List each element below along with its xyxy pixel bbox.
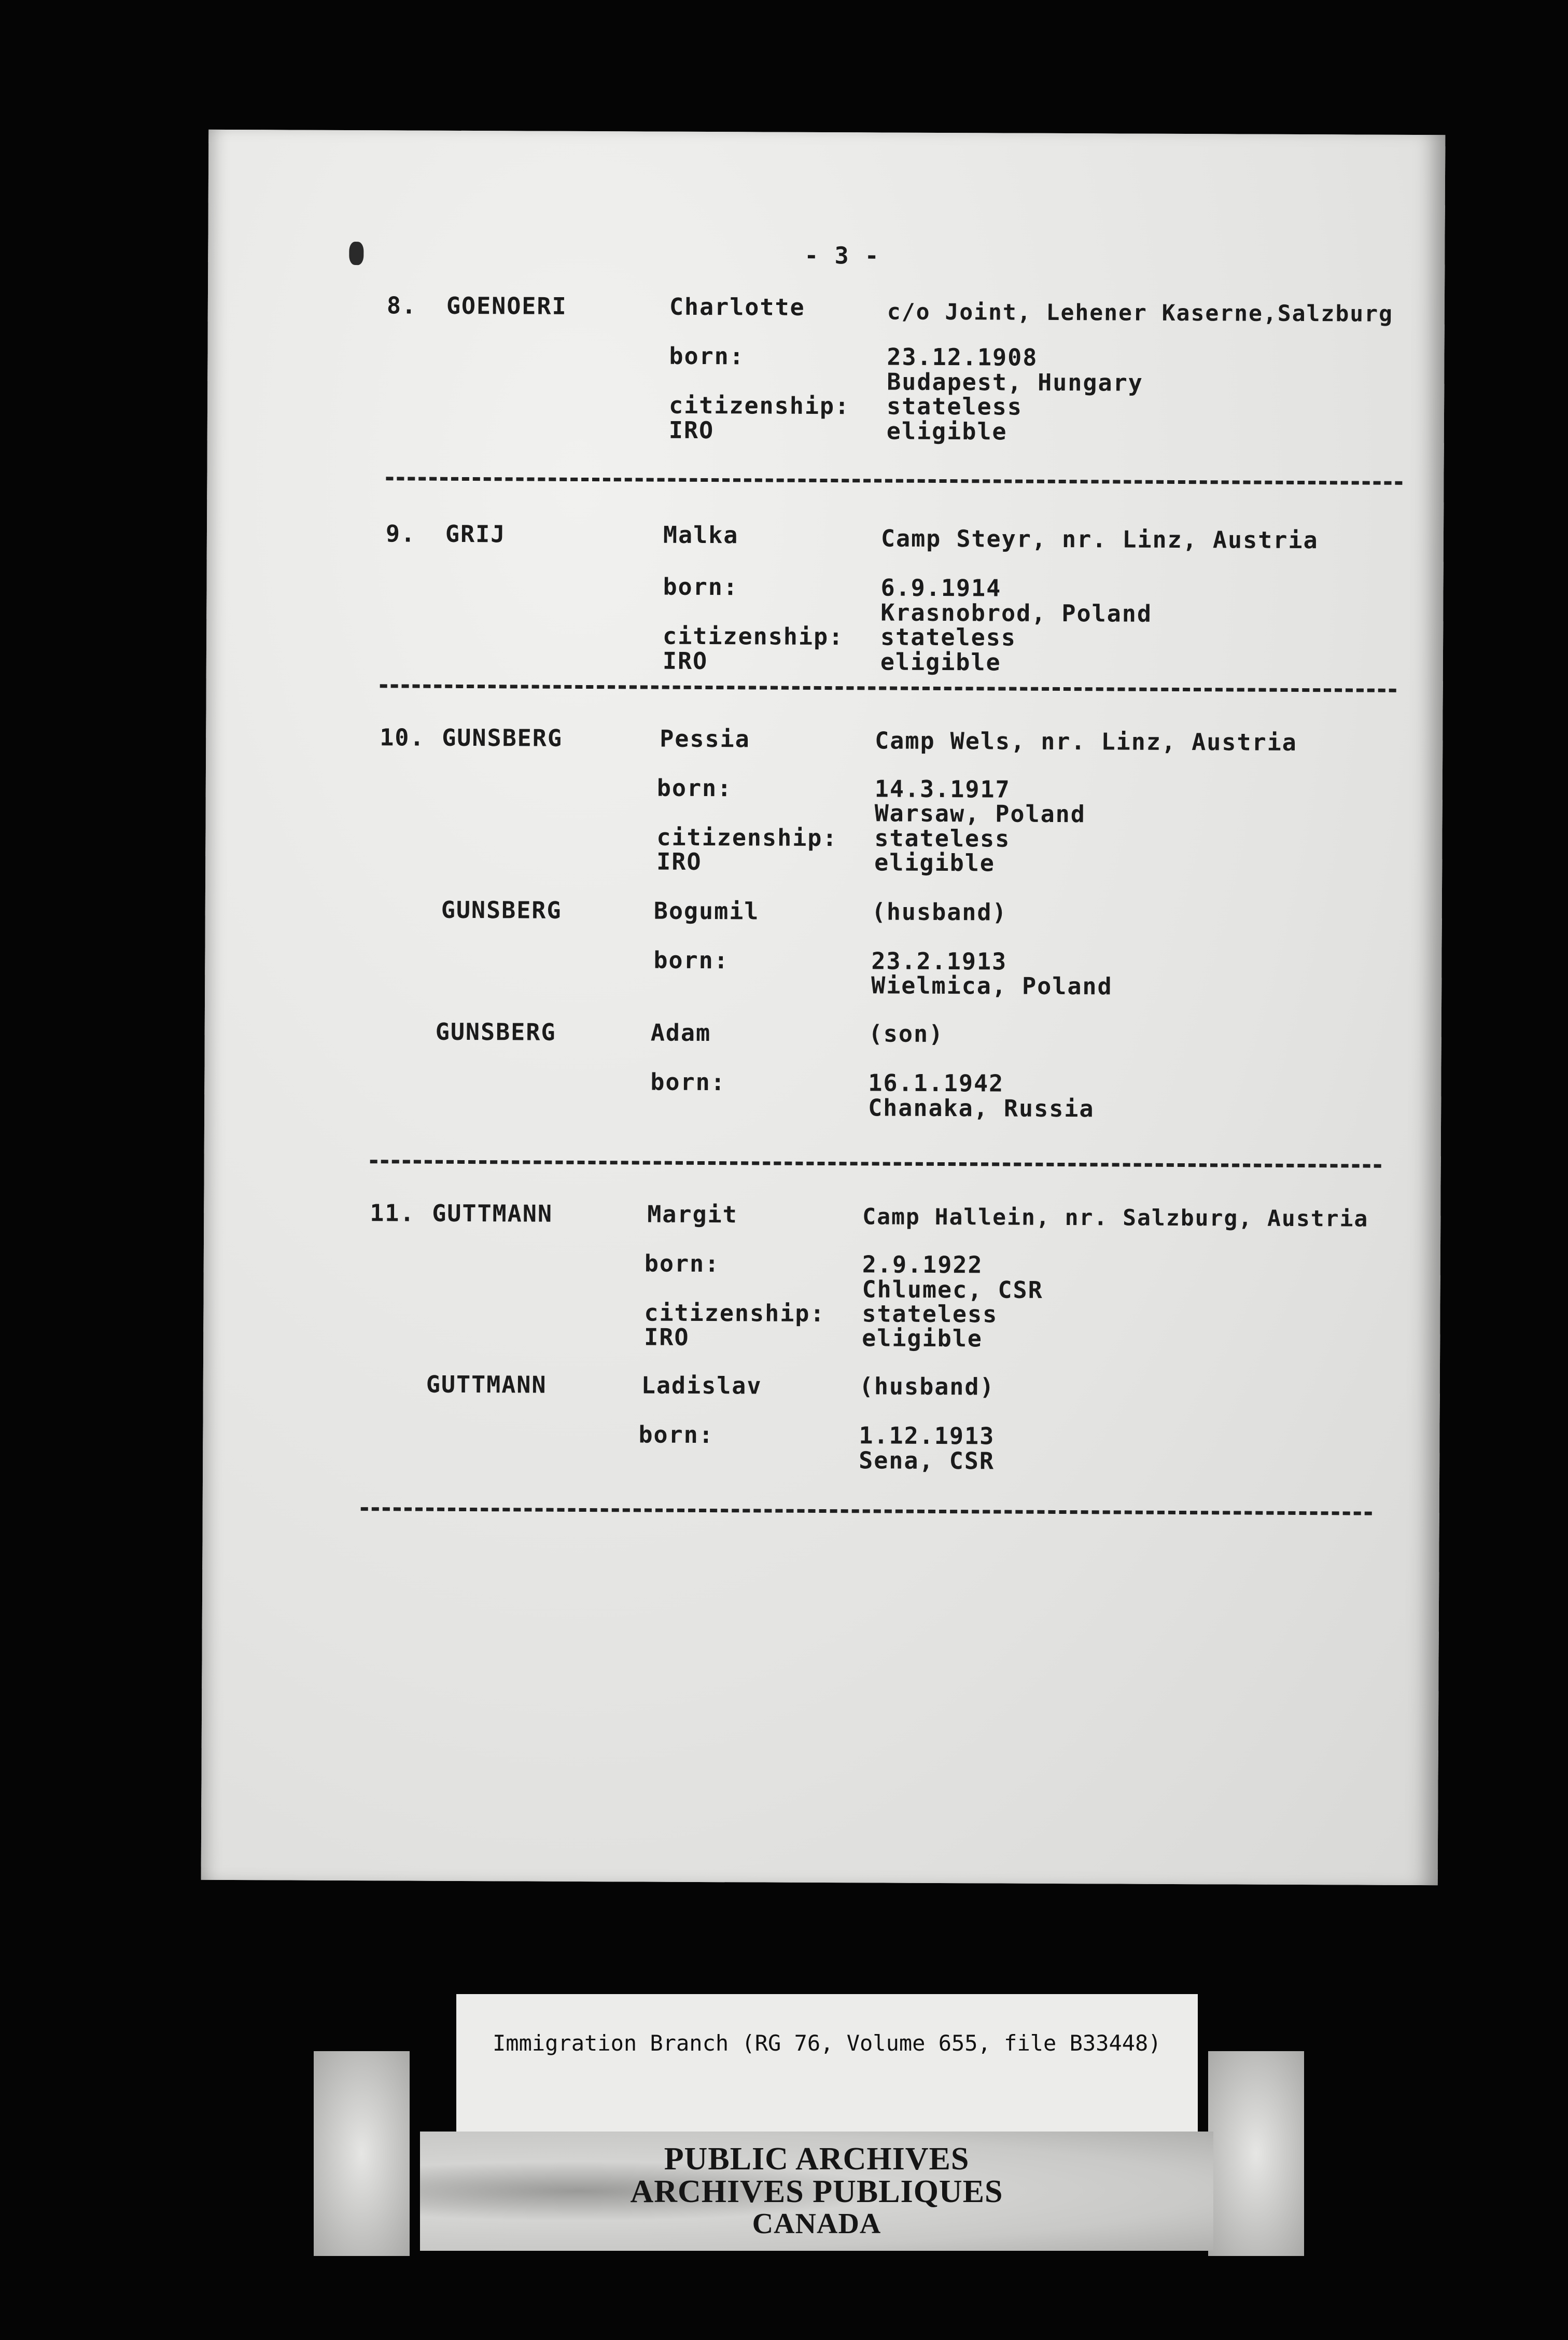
relative-born-label: born: (638, 1420, 714, 1449)
address: Camp Hallein, nr. Salzburg, Austria (862, 1204, 1369, 1232)
iro-value: eligible (886, 417, 1007, 445)
stamp-tab-right (1208, 2051, 1304, 2256)
stamp-line-1: PUBLIC ARCHIVES (664, 2141, 970, 2177)
relative-born-place: Sena, CSR (859, 1446, 995, 1475)
iro-value: eligible (880, 648, 1001, 676)
relative-surname: GUTTMANN (426, 1370, 547, 1399)
born-label: born: (644, 1249, 720, 1278)
stamp-line-3: CANADA (752, 2208, 881, 2240)
separator-line (380, 684, 1396, 692)
born-date: 6.9.1914 (880, 574, 1002, 602)
born-date: 14.3.1917 (874, 775, 1011, 803)
relative-born-date: 16.1.1942 (868, 1069, 1004, 1097)
surname: GUNSBERG (442, 723, 563, 752)
relative-born-label: born: (650, 1068, 726, 1096)
given-name: Margit (647, 1200, 738, 1229)
separator-line (386, 477, 1402, 485)
citizenship-value: stateless (880, 623, 1017, 651)
iro-label: IRO (644, 1323, 690, 1351)
address: Camp Steyr, nr. Linz, Austria (880, 524, 1319, 554)
relative-relation: (son) (868, 1020, 944, 1048)
reference-label: Immigration Branch (RG 76, Volume 655, file B33448) (493, 2030, 1161, 2056)
relative-born-label: born: (653, 946, 729, 974)
relative-given-name: Adam (650, 1019, 711, 1047)
ink-mark (349, 242, 363, 265)
document-sheet (201, 130, 1446, 1885)
page-number: - 3 - (804, 241, 880, 270)
relative-given-name: Bogumil (653, 897, 760, 925)
born-label: born: (656, 774, 733, 802)
surname: GOENOERI (446, 291, 567, 320)
relative-born-place: Wielmica, Poland (871, 971, 1113, 1000)
given-name: Pessia (660, 725, 750, 753)
citizenship-value: stateless (874, 824, 1011, 853)
iro-value: eligible (874, 848, 996, 877)
citizenship-label: citizenship: (644, 1299, 825, 1328)
entry-8 (208, 130, 1445, 445)
address: Camp Wels, nr. Linz, Austria (875, 727, 1297, 756)
citizenship-value: stateless (886, 392, 1023, 421)
iro-label: IRO (662, 647, 708, 675)
born-place: Budapest, Hungary (887, 368, 1143, 397)
separator-line (361, 1507, 1372, 1515)
born-place: Chlumec, CSR (862, 1275, 1043, 1304)
citizenship-label: citizenship: (656, 823, 838, 852)
entry-number: 9. (385, 520, 416, 548)
given-name: Charlotte (669, 292, 805, 321)
born-place: Warsaw, Poland (874, 799, 1086, 828)
relative-surname: GUNSBERG (441, 896, 562, 924)
citizenship-value: stateless (862, 1300, 998, 1328)
born-date: 2.9.1922 (862, 1250, 983, 1279)
entry-number: 8. (386, 291, 417, 319)
relative-relation: (husband) (859, 1372, 995, 1401)
iro-label: IRO (656, 847, 702, 875)
surname: GRIJ (445, 520, 506, 548)
citizenship-label: citizenship: (663, 622, 844, 651)
iro-value: eligible (862, 1324, 983, 1353)
relative-given-name: Ladislav (641, 1371, 762, 1400)
born-label: born: (663, 573, 739, 601)
stamp-line-2: ARCHIVES PUBLIQUES (630, 2174, 1003, 2209)
surname: GUTTMANN (432, 1199, 553, 1228)
given-name: Malka (663, 521, 739, 549)
relative-relation: (husband) (871, 898, 1007, 926)
relative-born-date: 1.12.1913 (859, 1422, 995, 1450)
citizenship-label: citizenship: (668, 391, 850, 420)
relative-surname: GUNSBERG (435, 1018, 556, 1046)
archive-stamp (420, 2132, 1213, 2251)
entry-number: 10. (380, 723, 425, 751)
entry-number: 11. (370, 1199, 415, 1227)
relative-born-place: Chanaka, Russia (868, 1094, 1095, 1123)
iro-label: IRO (668, 416, 715, 444)
born-label: born: (669, 342, 745, 370)
relative-born-date: 23.2.1913 (871, 947, 1007, 976)
stamp-tab-left (314, 2051, 410, 2256)
reference-label-card (456, 1994, 1198, 2132)
born-date: 23.12.1908 (887, 343, 1038, 371)
born-place: Krasnobrod, Poland (880, 598, 1153, 628)
address: c/o Joint, Lehener Kaserne,Salzburg (887, 299, 1394, 327)
separator-line (370, 1160, 1381, 1168)
